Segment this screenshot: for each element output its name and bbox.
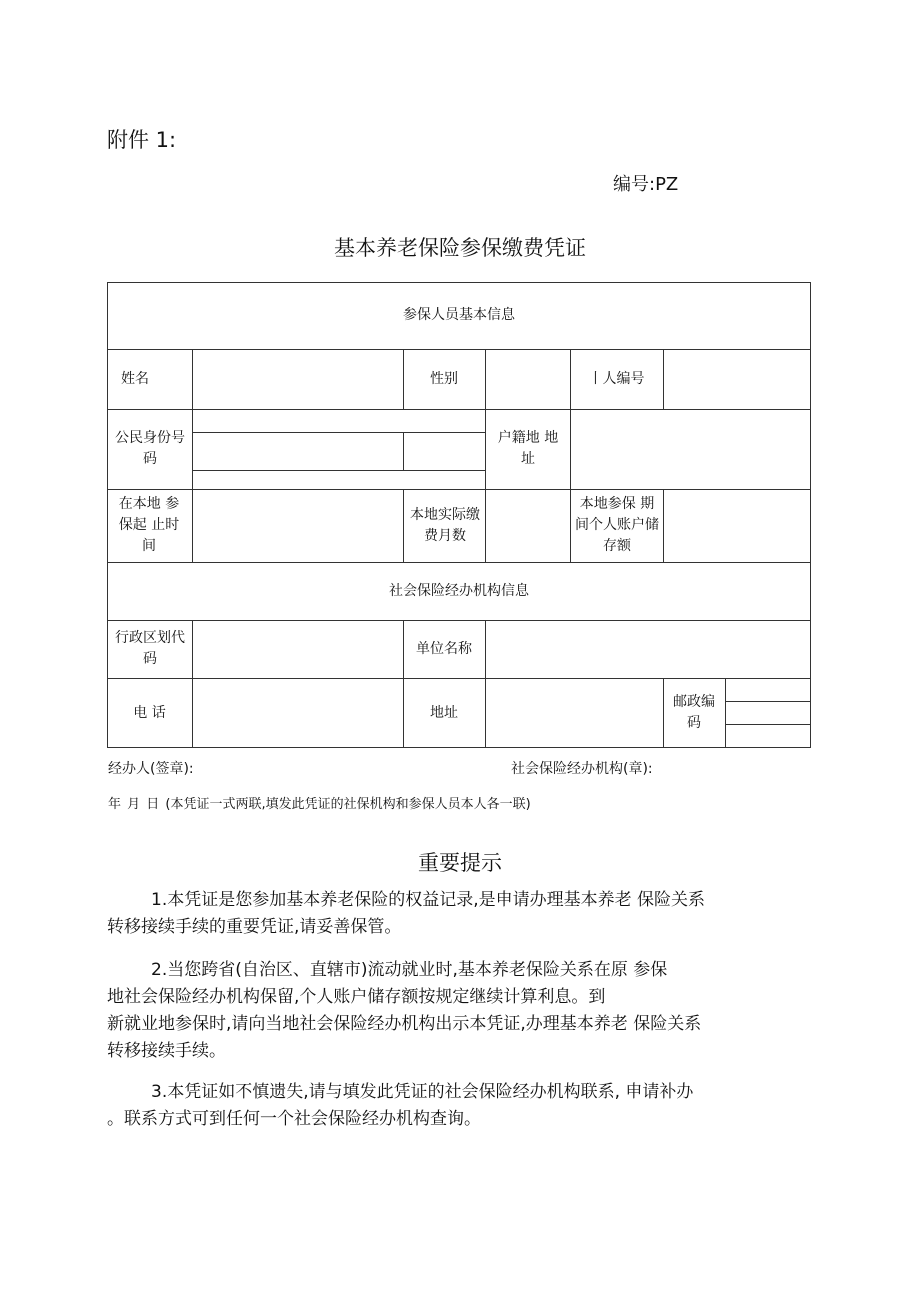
unit-name-label: 单位名称 [416, 640, 472, 657]
tip-line: 新就业地参保时,请向当地社会保险经办机构出示本凭证,办理基本养老 保险关系 [107, 1014, 702, 1034]
region-code-label: 行政区划代 码 [115, 630, 185, 667]
address-label: 地址 [430, 704, 458, 721]
id-subline [192, 470, 485, 471]
form-title: 基本养老保险参保缴费凭证 [334, 236, 586, 260]
date-note: 年 月 日 (本凭证一式两联,填发此凭证的社保机构和参保人员本人各一联) [108, 797, 531, 812]
tip-line: 。联系方式可到任何一个社会保险经办机构查询。 [107, 1109, 481, 1129]
col-divider [725, 678, 726, 748]
personal-id-label: 丨人编号 [588, 370, 645, 387]
col-divider [663, 678, 664, 748]
paid-months-label: 本地实际缴费月数 [410, 506, 480, 544]
tip-item-3 [107, 1079, 813, 1133]
tip-line: 转移接续手续。 [107, 1041, 226, 1061]
tip-line: 转移接续手续的重要凭证,请妥善保管。 [107, 917, 402, 937]
tips-title: 重要提示 [418, 851, 502, 875]
postal-code-label: 邮政编码 [673, 694, 715, 731]
section-personal-info: 参保人员基本信息 [403, 307, 515, 323]
col-divider [192, 620, 193, 748]
postal-subline [725, 701, 811, 702]
col-divider [485, 349, 486, 562]
section-agency-info: 社会保险经办机构信息 [389, 582, 529, 599]
agency-seal-label: 社会保险经办机构(章): [511, 761, 653, 777]
serial-number-label: 编号:PZ [613, 174, 679, 195]
local-start-time-label: 在本地 参保起 止时间 [118, 496, 180, 554]
tip-item-2 [107, 957, 813, 1065]
id-subline [192, 432, 485, 433]
row-divider [107, 409, 811, 410]
phone-label: 电 话 [133, 704, 166, 721]
name-label: 姓名 [121, 370, 149, 387]
col-divider [403, 489, 404, 562]
tip-line: 地社会保险经办机构保留,个人账户储存额按规定继续计算利息。到 [107, 987, 606, 1007]
household-address-label: 户籍地 地址 [497, 430, 559, 467]
tip-item-1 [107, 887, 813, 941]
tip-line: 3.本凭证如不慎遗失,请与填发此凭证的社会保险经办机构联系, 申请补办 [151, 1082, 694, 1102]
col-divider [403, 432, 404, 470]
gender-label: 性别 [430, 370, 458, 387]
col-divider [192, 349, 193, 562]
contribution-certificate-form [107, 282, 811, 748]
account-balance-label: 本地参保 期间个人账户储存额 [575, 496, 659, 554]
tip-line: 1.本凭证是您参加基本养老保险的权益记录,是申请办理基本养老 保险关系 [151, 890, 706, 910]
handler-signature-label: 经办人(签章): [108, 761, 194, 777]
postal-subline [725, 724, 811, 725]
tip-line: 2.当您跨省(自治区、直辖市)流动就业时,基本养老保险关系在原 参保 [151, 960, 668, 980]
col-divider [663, 349, 664, 409]
citizen-id-label: 公民身份号 码 [115, 430, 185, 467]
col-divider [663, 489, 664, 562]
attachment-label: 附件 1: [107, 128, 177, 152]
col-divider [485, 620, 486, 748]
